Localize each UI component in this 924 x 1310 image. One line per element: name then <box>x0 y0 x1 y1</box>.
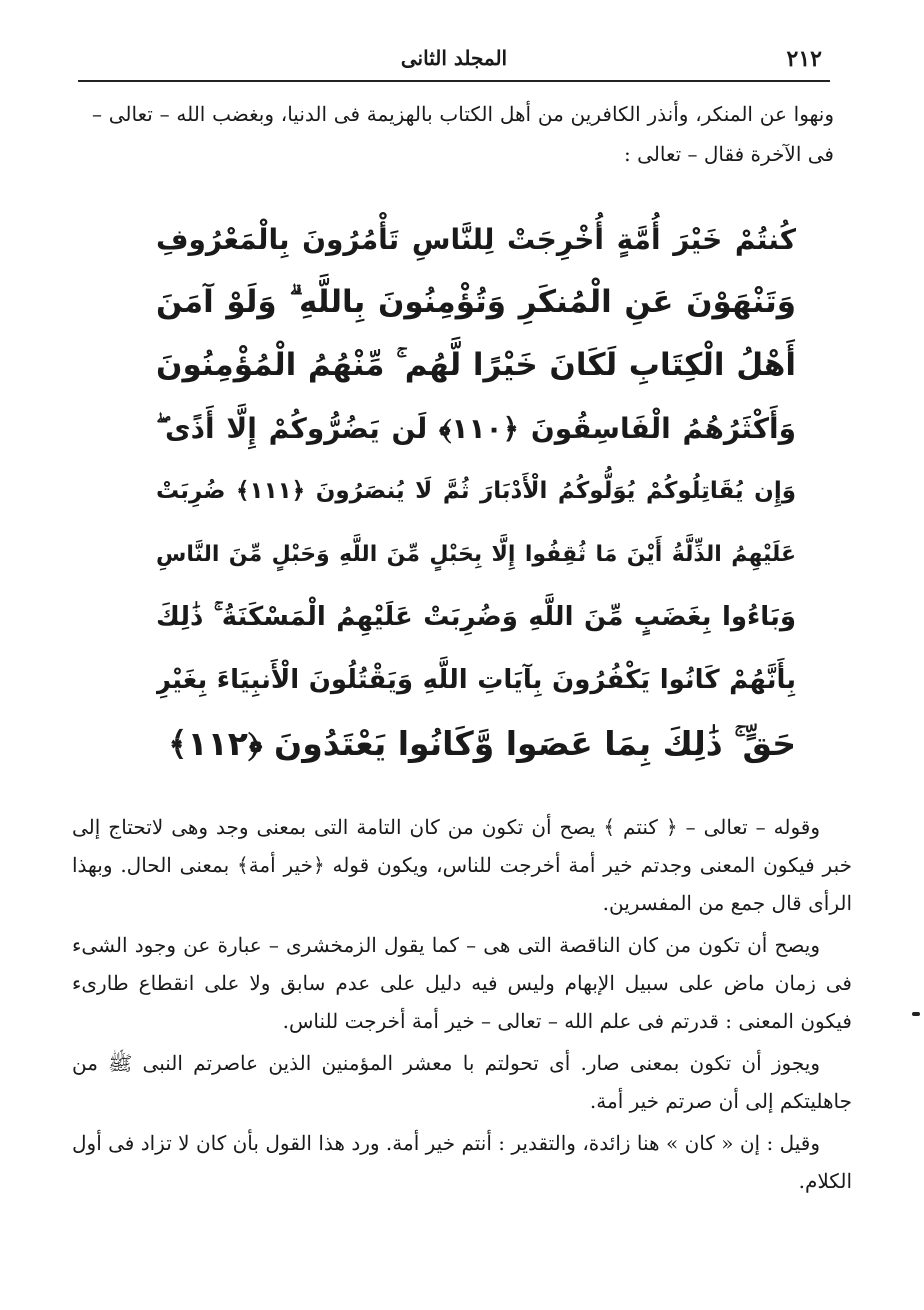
verse-line: وَإِن يُقَاتِلُوكُمْ يُوَلُّوكُمُ الْأَدْبَارَ ثُمَّ لَا يُنصَرُونَ ﴿١١١﴾ ضُرِبَتْ <box>156 478 796 504</box>
page-header <box>78 38 830 82</box>
quran-verse-block <box>156 208 796 775</box>
verse-line: حَقٍّ ۚ ذَٰلِكَ بِمَا عَصَوا وَّكَانُوا يَعْتَدُونَ ﴿١١٢﴾ <box>168 724 796 763</box>
running-title: المجلد الثانى <box>400 46 508 70</box>
commentary-paragraph: وقوله – تعالى – ﴿ كنتم ﴾ يصح أن تكون من كان التامة التى بمعنى وجد وهى لاتحتاج إلى خبر فيكون المعنى وجدتم خير أمة أخرجت للناس، ويكون قوله ﴿خير أمة﴾ بمعنى الحال. وبهذا الرأى قال جمع من المفسرين. <box>72 815 852 915</box>
commentary-paragraph: وقيل : إن « كان » هنا زائدة، والتقدير : أنتم خير أمة. ورد هذا القول بأن كان لا تزاد فى أول الكلام. <box>72 1131 852 1193</box>
commentary-text <box>72 808 852 1204</box>
verse-line: بِأَنَّهُمْ كَانُوا يَكْفُرُونَ بِآيَاتِ اللَّهِ وَيَقْتُلُونَ الْأَنبِيَاءَ بِغَيْرِ <box>156 665 796 695</box>
margin-mark <box>912 1012 920 1016</box>
verse-line: وَأَكْثَرُهُمُ الْفَاسِقُونَ ﴿١١٠﴾ لَن يَضُرُّوكُمْ إِلَّا أَذًى ۖ <box>156 412 796 445</box>
intro-paragraph: ونهوا عن المنكر، وأنذر الكافرين من أهل الكتاب بالهزيمة فى الدنيا، وبغضب الله – تعالى – فى الآخرة فقال – تعالى : <box>92 102 834 166</box>
verse-line: عَلَيْهِمُ الذِّلَّةُ أَيْنَ مَا ثُقِفُوا إِلَّا بِحَبْلٍ مِّنَ اللَّهِ وَحَبْلٍ مِّنَ النَّاسِ <box>156 542 796 567</box>
verse-line: وَتَنْهَوْنَ عَنِ الْمُنكَرِ وَتُؤْمِنُونَ بِاللَّهِ ۗ وَلَوْ آمَنَ <box>156 284 796 320</box>
verse-line: أَهْلُ الْكِتَابِ لَكَانَ خَيْرًا لَّهُم ۚ مِّنْهُمُ الْمُؤْمِنُونَ <box>156 347 796 383</box>
commentary-paragraph: ويصح أن تكون من كان الناقصة التى هى – كما يقول الزمخشرى – عبارة عن وجود الشىء فى زمان ماض على سبيل الإبهام وليس فيه دليل على عدم سابق ولا على انقطاع طارىء فيكون المعنى : قدرتم فى علم الله – تعالى – خير أمة أخرجت للناس. <box>72 933 852 1033</box>
commentary-paragraph: ويجوز أن تكون بمعنى صار. أى تحولتم با معشر المؤمنين الذين عاصرتم النبى ﷺ من جاهليتكم إلى أن صرتم خير أمة. <box>72 1051 852 1113</box>
page-number: ٢١٢ <box>786 46 822 72</box>
verse-line: وَبَاءُوا بِغَضَبٍ مِّنَ اللَّهِ وَضُرِبَتْ عَلَيْهِمُ الْمَسْكَنَةُ ۚ ذَٰلِكَ <box>156 602 796 632</box>
verse-line: كُنتُمْ خَيْرَ أُمَّةٍ أُخْرِجَتْ لِلنَّاسِ تَأْمُرُونَ بِالْمَعْرُوفِ <box>156 223 796 256</box>
